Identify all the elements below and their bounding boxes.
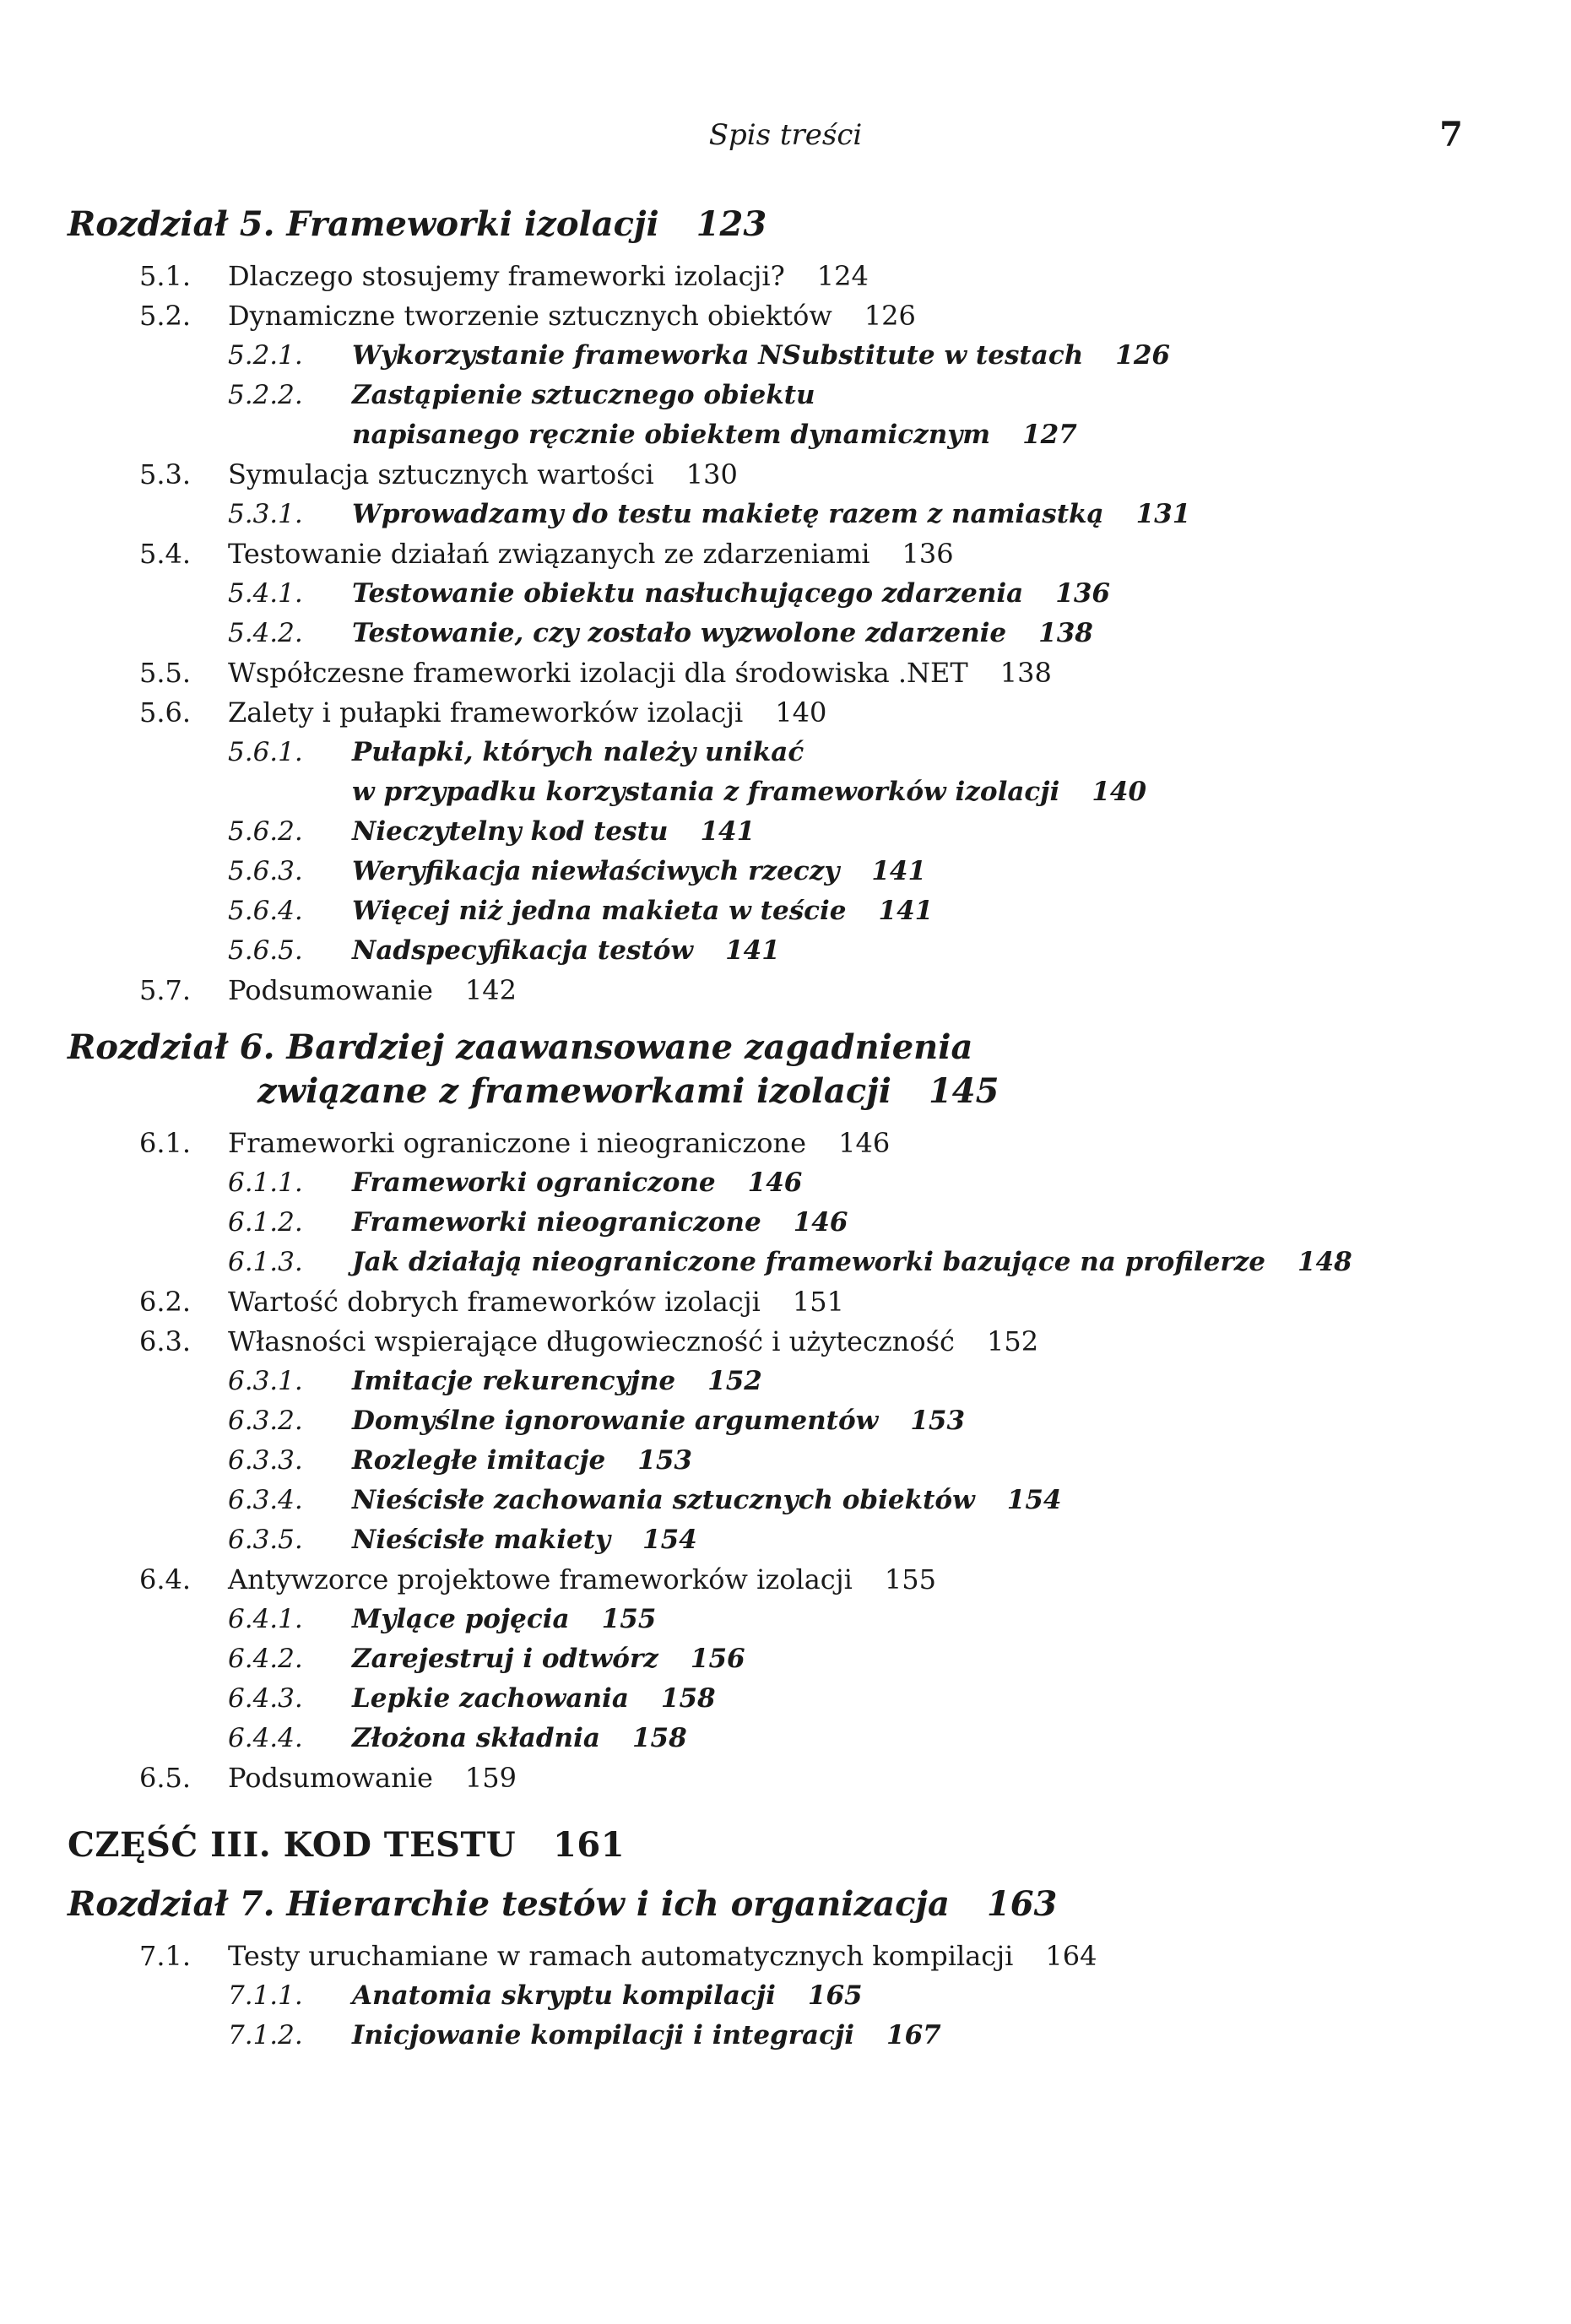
entry-page: 126 — [1115, 340, 1170, 371]
entry-title: Zalety i pułapki frameworków izolacji — [228, 696, 744, 729]
entry-title: Własności wspierające długowieczność i użyteczność — [228, 1325, 955, 1357]
entry-page: 154 — [642, 1525, 697, 1555]
part-heading-3 — [68, 1823, 1571, 1867]
entry-page: 131 — [1135, 499, 1191, 529]
entry-title: Testowanie działań związanych ze zdarzeniami — [228, 538, 870, 570]
entry-page: 158 — [660, 1683, 716, 1714]
entry-page: 141 — [725, 935, 780, 966]
entry-title: Dynamiczne tworzenie sztucznych obiektów — [228, 300, 832, 332]
toc-subentry — [0, 931, 1571, 971]
entry-number: 6.4.3. — [228, 1683, 303, 1714]
entry-title: Inicjowanie kompilacji i integracji — [352, 2020, 855, 2050]
toc-subentry — [0, 574, 1571, 614]
entry-page: 153 — [910, 1406, 966, 1436]
toc-entry — [0, 1937, 1571, 1976]
entry-number: 6.4. — [139, 1563, 192, 1595]
entry-page: 164 — [1045, 1940, 1097, 1972]
entry-number: 6.3.3. — [228, 1445, 303, 1476]
toc-entry — [0, 1322, 1571, 1362]
entry-page: 152 — [707, 1366, 762, 1396]
chapter-page: 145 — [928, 1071, 999, 1111]
entry-page: 152 — [986, 1325, 1039, 1357]
part-title: CZĘŚĆ III. KOD TESTU — [68, 1825, 517, 1865]
entry-page: 141 — [871, 856, 927, 886]
entry-page: 154 — [1006, 1485, 1062, 1515]
entry-title: Więcej niż jedna makieta w teście — [352, 896, 847, 926]
toc-entry — [0, 1560, 1571, 1600]
toc-subentry — [0, 812, 1571, 852]
entry-page: 146 — [747, 1167, 803, 1198]
toc-subentry — [0, 614, 1571, 653]
entry-title: Podsumowanie — [228, 974, 433, 1006]
entry-title: Mylące pojęcia — [352, 1604, 570, 1634]
entry-page: 155 — [601, 1604, 657, 1634]
entry-title: Pułapki, których należy unikać — [352, 737, 804, 767]
running-title: Spis treści — [708, 118, 863, 152]
toc-subentry — [0, 1203, 1571, 1243]
entry-title: Testy uruchamiane w ramach automatycznych kompilacji — [228, 1940, 1014, 1972]
entry-title: Dlaczego stosujemy frameworki izolacji? — [228, 260, 785, 292]
entry-number: 7.1. — [139, 1940, 192, 1972]
entry-number: 5.6.2. — [228, 816, 303, 847]
entry-title: Testowanie obiektu nasłuchującego zdarzenia — [352, 578, 1024, 609]
entry-title: Symulacja sztucznych wartości — [228, 458, 654, 490]
entry-page: 130 — [685, 458, 738, 490]
entry-page: 146 — [793, 1207, 848, 1238]
entry-title: Współczesne frameworki izolacji dla środowiska .NET — [228, 657, 968, 689]
table-of-contents — [0, 203, 1571, 2056]
entry-number: 5.6.3. — [228, 856, 303, 886]
entry-number: 5.2.1. — [228, 340, 303, 371]
entry-page: 127 — [1022, 420, 1077, 450]
toc-entry — [0, 693, 1571, 733]
entry-title-continued: napisanego ręcznie obiektem dynamicznym — [352, 420, 991, 450]
entry-number: 5.7. — [139, 974, 192, 1006]
entry-number: 5.4.1. — [228, 578, 303, 609]
entry-number: 6.3. — [139, 1325, 192, 1357]
toc-subentry — [0, 891, 1571, 931]
toc-entry — [0, 971, 1571, 1010]
entry-number: 6.4.4. — [228, 1723, 303, 1753]
entry-number: 5.3. — [139, 458, 192, 490]
entry-page: 140 — [775, 696, 827, 729]
entry-number: 7.1.2. — [228, 2020, 303, 2050]
chapter-page: 123 — [696, 204, 767, 244]
toc-subentry — [0, 1679, 1571, 1719]
entry-number: 5.1. — [139, 260, 192, 292]
entry-title: Nieścisłe zachowania sztucznych obiektów — [352, 1485, 975, 1515]
entry-number: 6.5. — [139, 1762, 192, 1794]
entry-page: 148 — [1297, 1247, 1352, 1277]
entry-number: 5.6.1. — [228, 737, 303, 767]
entry-title: Rozległe imitacje — [352, 1445, 606, 1476]
toc-subentry — [0, 1639, 1571, 1679]
entry-title: Nadspecyfikacja testów — [352, 935, 694, 966]
entry-title: Nieścisłe makiety — [352, 1525, 611, 1555]
entry-number: 5.4.2. — [228, 618, 303, 648]
entry-title: Imitacje rekurencyjne — [352, 1366, 676, 1396]
toc-subentry — [0, 1976, 1571, 2016]
toc-subentry — [0, 1600, 1571, 1639]
toc-entry — [0, 653, 1571, 693]
entry-page: 140 — [1092, 777, 1147, 807]
entry-page: 165 — [807, 1980, 863, 2011]
chapter-title: Rozdział 7. Hierarchie testów i ich organizacja — [68, 1884, 950, 1924]
toc-subentry — [0, 1481, 1571, 1520]
toc-entry — [0, 296, 1571, 336]
entry-page: 136 — [902, 538, 954, 570]
entry-number: 6.3.2. — [228, 1406, 303, 1436]
entry-number: 5.4. — [139, 538, 192, 570]
entry-page: 151 — [792, 1286, 844, 1318]
toc-entry — [0, 1124, 1571, 1163]
entry-page: 158 — [631, 1723, 687, 1753]
entry-number: 6.3.1. — [228, 1366, 303, 1396]
toc-entry — [0, 1282, 1571, 1322]
entry-number: 6.1.3. — [228, 1247, 303, 1277]
entry-number: 6.1.1. — [228, 1167, 303, 1198]
entry-page: 167 — [886, 2020, 941, 2050]
chapter-heading-6 — [68, 1026, 1571, 1113]
entry-page: 141 — [700, 816, 756, 847]
entry-title: Wprowadzamy do testu makietę razem z namiastką — [352, 499, 1104, 529]
entry-title: Lepkie zachowania — [352, 1683, 629, 1714]
chapter-page: 163 — [986, 1884, 1058, 1924]
entry-page: 159 — [464, 1762, 517, 1794]
toc-subentry — [0, 1163, 1571, 1203]
entry-page: 155 — [884, 1563, 936, 1595]
entry-title-continued: w przypadku korzystania z frameworków izolacji — [352, 777, 1060, 807]
entry-page: 136 — [1055, 578, 1110, 609]
toc-entry — [0, 1758, 1571, 1798]
page-header — [0, 115, 1571, 162]
entry-number: 6.4.1. — [228, 1604, 303, 1634]
entry-number: 6.1. — [139, 1127, 192, 1159]
entry-number: 5.2. — [139, 300, 192, 332]
chapter-title-continued: związane z frameworkami izolacji — [257, 1071, 891, 1111]
entry-title: Frameworki ograniczone i nieograniczone — [228, 1127, 807, 1159]
entry-title: Frameworki nieograniczone — [352, 1207, 761, 1238]
toc-subentry — [0, 336, 1571, 376]
entry-number: 6.2. — [139, 1286, 192, 1318]
chapter-heading-7 — [68, 1882, 1571, 1926]
entry-title: Złożona składnia — [352, 1723, 600, 1753]
toc-subentry — [0, 1719, 1571, 1758]
toc-subentry — [0, 495, 1571, 534]
entry-page: 124 — [816, 260, 869, 292]
entry-page: 126 — [864, 300, 916, 332]
entry-title: Wykorzystanie frameworka NSubstitute w testach — [352, 340, 1084, 371]
chapter-heading-5 — [68, 203, 1571, 246]
entry-page: 138 — [999, 657, 1052, 689]
entry-number: 5.6.5. — [228, 935, 303, 966]
entry-page: 156 — [690, 1644, 745, 1674]
entry-number: 7.1.1. — [228, 1980, 303, 2011]
entry-number: 6.1.2. — [228, 1207, 303, 1238]
toc-subentry — [0, 852, 1571, 891]
toc-entry — [0, 257, 1571, 296]
entry-title: Zastąpienie sztucznego obiektu — [352, 380, 815, 410]
entry-page: 153 — [637, 1445, 692, 1476]
entry-number: 5.2.2. — [228, 380, 303, 410]
entry-page: 142 — [464, 974, 517, 1006]
toc-entry — [0, 455, 1571, 495]
entry-page: 138 — [1038, 618, 1093, 648]
entry-title: Jak działają nieograniczone frameworki bazujące na profilerze — [352, 1247, 1266, 1277]
entry-page: 146 — [838, 1127, 891, 1159]
entry-title: Frameworki ograniczone — [352, 1167, 716, 1198]
entry-number: 6.4.2. — [228, 1644, 303, 1674]
entry-title: Testowanie, czy zostało wyzwolone zdarzenie — [352, 618, 1007, 648]
entry-number: 5.6.4. — [228, 896, 303, 926]
toc-subentry — [0, 376, 1571, 455]
chapter-title: Rozdział 6. Bardziej zaawansowane zagadnienia — [68, 1027, 973, 1067]
toc-subentry — [0, 1362, 1571, 1401]
toc-entry — [0, 534, 1571, 574]
entry-number: 5.5. — [139, 657, 192, 689]
entry-number: 5.6. — [139, 696, 192, 729]
toc-subentry — [0, 1243, 1571, 1282]
entry-title: Nieczytelny kod testu — [352, 816, 669, 847]
toc-subentry — [0, 1520, 1571, 1560]
entry-title: Zarejestruj i odtwórz — [352, 1644, 658, 1674]
entry-title: Antywzorce projektowe frameworków izolacji — [228, 1563, 853, 1595]
page-number: 7 — [1439, 115, 1463, 154]
entry-number: 5.3.1. — [228, 499, 303, 529]
entry-number: 6.3.5. — [228, 1525, 303, 1555]
entry-title: Domyślne ignorowanie argumentów — [352, 1406, 879, 1436]
entry-page: 141 — [878, 896, 934, 926]
entry-title: Anatomia skryptu kompilacji — [352, 1980, 776, 2011]
entry-title: Wartość dobrych frameworków izolacji — [228, 1286, 761, 1318]
toc-subentry — [0, 1401, 1571, 1441]
entry-title: Podsumowanie — [228, 1762, 433, 1794]
part-page: 161 — [553, 1825, 626, 1865]
toc-subentry — [0, 733, 1571, 812]
toc-subentry — [0, 2016, 1571, 2056]
entry-title: Weryfikacja niewłaściwych rzeczy — [352, 856, 840, 886]
chapter-title: Rozdział 5. Frameworki izolacji — [68, 204, 659, 244]
toc-subentry — [0, 1441, 1571, 1481]
entry-number: 6.3.4. — [228, 1485, 303, 1515]
